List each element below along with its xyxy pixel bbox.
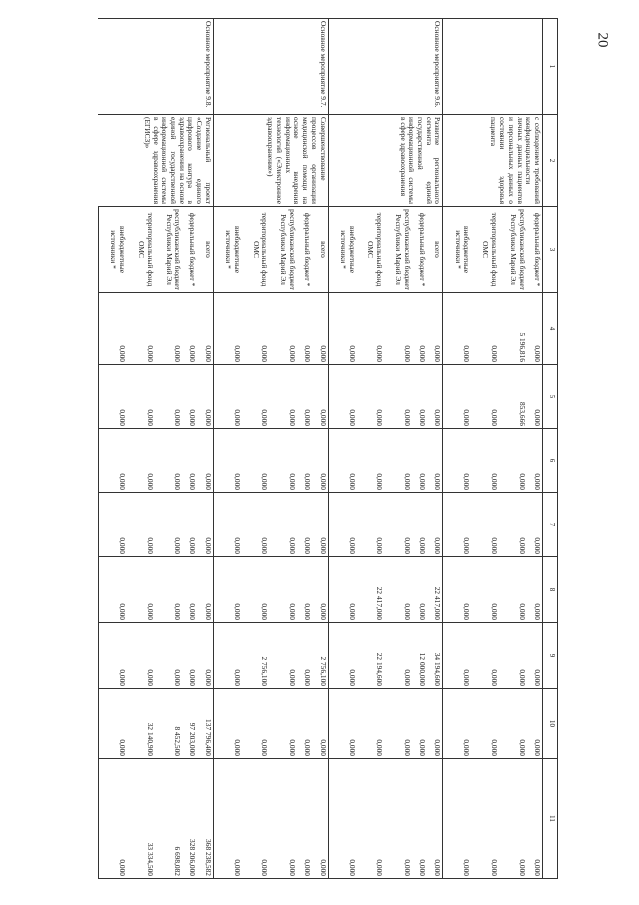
amount-cell: 97 203,000 (182, 689, 197, 759)
amount-cell: 0,000 (527, 557, 543, 623)
amount-cell: 0,000 (127, 557, 155, 623)
column-number: 7 (543, 493, 558, 557)
amount-cell: 0,000 (443, 689, 471, 759)
amount-cell: 0,000 (198, 429, 214, 493)
column-number: 5 (543, 365, 558, 429)
activity-name-cell (443, 19, 543, 115)
amount-cell: 0,000 (527, 759, 543, 879)
amount-cell: 0,000 (312, 365, 328, 429)
funding-source-cell: внебюджетные источники * (328, 207, 356, 293)
amount-cell: 33 334,500 (127, 759, 155, 879)
amount-cell: 0,000 (198, 493, 214, 557)
amount-cell: 0,000 (242, 493, 270, 557)
funding-source-cell: республиканский бюджет Республики Марий Эл (155, 207, 183, 293)
amount-cell: 0,000 (242, 759, 270, 879)
amount-cell: 0,000 (269, 623, 297, 689)
table-body (99, 19, 543, 879)
amount-cell: 0,000 (297, 293, 312, 365)
column-number: 8 (543, 557, 558, 623)
funding-source-cell: внебюджетные источники * (443, 207, 471, 293)
funding-source-cell: внебюджетные источники * (213, 207, 241, 293)
amount-cell: 0,000 (182, 493, 197, 557)
amount-cell: 0,000 (471, 429, 499, 493)
amount-cell: 0,000 (384, 557, 412, 623)
amount-cell: 0,000 (427, 689, 443, 759)
amount-cell: 0,000 (155, 293, 183, 365)
amount-cell: 22 417,000 (427, 557, 443, 623)
table-row (312, 19, 328, 879)
amount-cell: 0,000 (269, 365, 297, 429)
activity-description-cell: Совершенствование процессов организации медицинской помощи на основе внедрения информационных технологий («Электронное здравоохранение») (213, 115, 328, 207)
activity-description-cell: с соблюдением требований конфиденциальности личных данных пациентов и персональных данных о состоянии здоровья пациента (443, 115, 543, 207)
amount-cell: 0,000 (297, 365, 312, 429)
amount-cell: 0,000 (198, 623, 214, 689)
amount-cell: 0,000 (99, 365, 128, 429)
amount-cell: 0,000 (443, 429, 471, 493)
amount-cell: 0,000 (357, 429, 385, 493)
amount-cell: 0,000 (127, 429, 155, 493)
column-number: 9 (543, 623, 558, 689)
amount-cell: 0,000 (213, 293, 241, 365)
amount-cell: 0,000 (499, 689, 527, 759)
amount-cell: 0,000 (427, 365, 443, 429)
amount-cell: 0,000 (527, 429, 543, 493)
funding-source-cell: федеральный бюджет * (412, 207, 427, 293)
amount-cell: 0,000 (198, 293, 214, 365)
amount-cell: 0,000 (198, 557, 214, 623)
amount-cell: 0,000 (155, 429, 183, 493)
amount-cell: 0,000 (499, 493, 527, 557)
amount-cell: 0,000 (127, 293, 155, 365)
amount-cell: 0,000 (443, 493, 471, 557)
amount-cell: 8 452,500 (155, 689, 183, 759)
amount-cell: 0,000 (412, 557, 427, 623)
activity-description-cell: Развитие регионального сегмента единой государственной информационной системы в сфере здравоохранения (328, 115, 443, 207)
amount-cell: 0,000 (99, 759, 128, 879)
funding-source-cell: республиканский бюджет Республики Марий Эл (269, 207, 297, 293)
amount-cell: 0,000 (99, 689, 128, 759)
amount-cell: 0,000 (443, 365, 471, 429)
funding-source-cell: территориальный фонд ОМС (471, 207, 499, 293)
amount-cell: 0,000 (297, 429, 312, 493)
amount-cell: 0,000 (384, 623, 412, 689)
column-number: 10 (543, 689, 558, 759)
column-number: 3 (543, 207, 558, 293)
amount-cell: 0,000 (328, 759, 356, 879)
amount-cell: 0,000 (384, 493, 412, 557)
amount-cell: 0,000 (269, 689, 297, 759)
activity-name-cell: Основное мероприятие 9.7. (213, 19, 328, 115)
amount-cell: 0,000 (269, 429, 297, 493)
amount-cell: 0,000 (312, 293, 328, 365)
amount-cell: 0,000 (155, 623, 183, 689)
amount-cell: 0,000 (527, 689, 543, 759)
amount-cell: 0,000 (471, 557, 499, 623)
amount-cell: 0,000 (182, 557, 197, 623)
amount-cell: 6 698,082 (155, 759, 183, 879)
amount-cell: 0,000 (99, 493, 128, 557)
funding-source-cell: республиканский бюджет Республики Марий Эл (384, 207, 412, 293)
amount-cell: 0,000 (384, 365, 412, 429)
funding-source-cell: территориальный фонд ОМС (242, 207, 270, 293)
amount-cell: 0,000 (427, 293, 443, 365)
amount-cell: 0,000 (242, 293, 270, 365)
amount-cell: 0,000 (328, 689, 356, 759)
amount-cell: 0,000 (427, 759, 443, 879)
amount-cell: 0,000 (443, 557, 471, 623)
amount-cell: 0,000 (99, 293, 128, 365)
amount-cell: 328 206,000 (182, 759, 197, 879)
amount-cell: 0,000 (269, 293, 297, 365)
amount-cell: 0,000 (269, 759, 297, 879)
column-number: 2 (543, 115, 558, 207)
column-number: 11 (543, 759, 558, 879)
amount-cell: 0,000 (412, 689, 427, 759)
amount-cell: 0,000 (357, 689, 385, 759)
funding-source-cell: всего (427, 207, 443, 293)
amount-cell: 0,000 (471, 623, 499, 689)
amount-cell: 0,000 (213, 429, 241, 493)
amount-cell: 0,000 (412, 429, 427, 493)
amount-cell: 0,000 (328, 365, 356, 429)
amount-cell: 0,000 (471, 759, 499, 879)
amount-cell: 0,000 (527, 623, 543, 689)
amount-cell: 2 756,100 (312, 623, 328, 689)
amount-cell: 0,000 (99, 623, 128, 689)
column-number-row (543, 19, 558, 879)
amount-cell: 0,000 (357, 293, 385, 365)
amount-cell: 0,000 (384, 293, 412, 365)
funding-source-cell: республиканский бюджет Республики Марий Эл (499, 207, 527, 293)
amount-cell: 0,000 (155, 365, 183, 429)
amount-cell: 0,000 (527, 365, 543, 429)
amount-cell: 2 756,100 (242, 623, 270, 689)
amount-cell: 0,000 (443, 623, 471, 689)
funding-source-cell: всего (312, 207, 328, 293)
amount-cell: 34 194,600 (427, 623, 443, 689)
amount-cell: 0,000 (471, 689, 499, 759)
amount-cell: 0,000 (297, 623, 312, 689)
amount-cell: 0,000 (213, 759, 241, 879)
funding-source-cell: внебюджетные источники * (99, 207, 128, 293)
amount-cell: 0,000 (499, 623, 527, 689)
amount-cell: 0,000 (269, 493, 297, 557)
amount-cell: 0,000 (384, 759, 412, 879)
amount-cell: 0,000 (312, 689, 328, 759)
amount-cell: 0,000 (328, 623, 356, 689)
amount-cell: 0,000 (312, 493, 328, 557)
amount-cell: 5 196,816 (499, 293, 527, 365)
funding-source-cell: федеральный бюджет * (527, 207, 543, 293)
amount-cell: 0,000 (499, 759, 527, 879)
funding-source-cell: федеральный бюджет * (182, 207, 197, 293)
page-number: 20 (594, 32, 611, 48)
amount-cell: 0,000 (443, 293, 471, 365)
amount-cell: 22 194,600 (357, 623, 385, 689)
amount-cell: 0,000 (412, 759, 427, 879)
table-row (198, 19, 214, 879)
amount-cell: 0,000 (499, 557, 527, 623)
column-number: 4 (543, 293, 558, 365)
amount-cell: 0,000 (99, 557, 128, 623)
amount-cell: 0,000 (127, 365, 155, 429)
budget-table (98, 18, 558, 879)
amount-cell: 0,000 (384, 689, 412, 759)
amount-cell: 0,000 (471, 293, 499, 365)
amount-cell: 0,000 (357, 759, 385, 879)
amount-cell: 0,000 (412, 493, 427, 557)
amount-cell: 0,000 (155, 557, 183, 623)
amount-cell: 0,000 (427, 429, 443, 493)
funding-source-cell: территориальный фонд ОМС (127, 207, 155, 293)
amount-cell: 0,000 (312, 759, 328, 879)
amount-cell: 22 417,000 (357, 557, 385, 623)
amount-cell: 12 000,000 (412, 623, 427, 689)
table-row (427, 19, 443, 879)
amount-cell: 0,000 (357, 493, 385, 557)
amount-cell: 0,000 (297, 557, 312, 623)
amount-cell: 0,000 (328, 493, 356, 557)
amount-cell: 0,000 (213, 689, 241, 759)
amount-cell: 0,000 (328, 429, 356, 493)
amount-cell: 32 140,900 (127, 689, 155, 759)
amount-cell: 0,000 (328, 557, 356, 623)
amount-cell: 0,000 (182, 293, 197, 365)
amount-cell: 0,000 (357, 365, 385, 429)
amount-cell: 0,000 (127, 493, 155, 557)
amount-cell: 0,000 (297, 759, 312, 879)
amount-cell: 0,000 (297, 493, 312, 557)
amount-cell: 0,000 (182, 365, 197, 429)
amount-cell: 0,000 (242, 689, 270, 759)
amount-cell: 0,000 (155, 493, 183, 557)
amount-cell: 853,666 (499, 365, 527, 429)
amount-cell: 0,000 (412, 365, 427, 429)
amount-cell: 368 238,582 (198, 759, 214, 879)
amount-cell: 0,000 (312, 429, 328, 493)
amount-cell: 0,000 (471, 493, 499, 557)
amount-cell: 0,000 (127, 623, 155, 689)
activity-name-cell: Основное мероприятие 9.6. (328, 19, 443, 115)
amount-cell: 0,000 (182, 429, 197, 493)
activity-description-cell: Региональный проект «Создание единого цифрового контура в здравоохранении на основе единой государственной информационной системы в сфере здравоохранения (ЕГИСЗ)» (99, 115, 214, 207)
column-number: 6 (543, 429, 558, 493)
amount-cell: 0,000 (269, 557, 297, 623)
amount-cell: 0,000 (499, 429, 527, 493)
amount-cell: 0,000 (242, 557, 270, 623)
amount-cell: 0,000 (213, 557, 241, 623)
amount-cell: 0,000 (213, 493, 241, 557)
activity-name-cell: Основное мероприятие 9.8. (99, 19, 214, 115)
amount-cell: 0,000 (384, 429, 412, 493)
amount-cell: 0,000 (527, 293, 543, 365)
amount-cell: 0,000 (427, 493, 443, 557)
amount-cell: 0,000 (297, 689, 312, 759)
amount-cell: 0,000 (328, 293, 356, 365)
column-number: 1 (543, 19, 558, 115)
amount-cell: 0,000 (213, 365, 241, 429)
amount-cell: 0,000 (198, 365, 214, 429)
funding-source-cell: территориальный фонд ОМС (357, 207, 385, 293)
amount-cell: 0,000 (312, 557, 328, 623)
amount-cell: 0,000 (527, 493, 543, 557)
amount-cell: 0,000 (213, 623, 241, 689)
budget-table-container (98, 18, 558, 878)
funding-source-cell: всего (198, 207, 214, 293)
amount-cell: 0,000 (242, 365, 270, 429)
amount-cell: 0,000 (412, 293, 427, 365)
table-row (527, 19, 543, 879)
amount-cell: 0,000 (471, 365, 499, 429)
funding-source-cell: федеральный бюджет * (297, 207, 312, 293)
amount-cell: 0,000 (242, 429, 270, 493)
amount-cell: 0,000 (99, 429, 128, 493)
amount-cell: 0,000 (182, 623, 197, 689)
amount-cell: 137 796,400 (198, 689, 214, 759)
amount-cell: 0,000 (443, 759, 471, 879)
